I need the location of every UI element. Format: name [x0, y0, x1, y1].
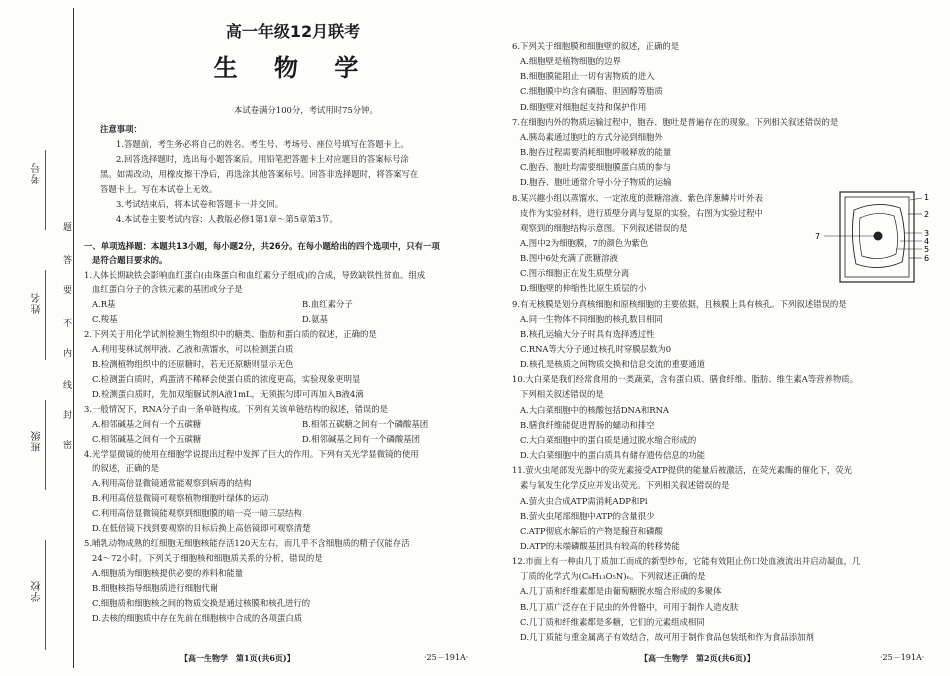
option: A.同一生物体不同细胞的核孔数目相同	[520, 313, 663, 324]
diagram-label: 2	[924, 210, 930, 219]
option: C.大白菜细胞中的蛋白质是通过脱水缩合形成的	[520, 434, 697, 445]
seal-char: 题	[61, 222, 71, 231]
notice-line: 3.考试结束后，将本试卷和答题卡一并交回。	[116, 199, 284, 209]
notice-line: 黑。如需改动，用橡皮擦干净后，再选涂其他答案标号。回答非选择题时，将答案写在	[100, 169, 419, 179]
question-text: 11.萤火虫尾部发光器中的荧光素接受ATP提供的能量后被激活，在荧光素酶的催化下，荧光	[512, 465, 853, 476]
option: A.利用斐林试剂甲液、乙液和蒸馏水，可以检测蛋白质	[92, 344, 294, 354]
question-text: 观察到的细胞结构示意图。下列叙述错误的是	[520, 222, 688, 233]
question-text: 丁质的化学式为(C₈H₁₃O₅N)ₙ。下列叙述正确的是	[520, 571, 706, 582]
exam-code: ·25－191A·	[424, 653, 469, 662]
option: D.去核的细胞质中存在先前在细胞核中合成的各项蛋白质	[92, 613, 303, 623]
question-text: 24～72小时。下列关于细胞核和细胞质关系的分析，错误的是	[92, 553, 323, 563]
seal-char: 封	[61, 410, 71, 419]
question-5: 5.哺乳动物成熟的红细胞无细胞核能存活120天左右，而几乎不含细胞质的精子仅能存活	[84, 538, 410, 548]
question-text: 下列相关叙述错误的是	[520, 389, 604, 400]
option: A.细胞壁是植物细胞的边界	[520, 56, 621, 67]
option: D.细胞壁对细胞起支持和保护作用	[520, 101, 647, 112]
xingming-label: 姓名	[32, 292, 43, 314]
question-text: 10.大白菜是我们经常食用的一类蔬菜，含有蛋白质、膳食纤维、脂肪、维生素A等营养物质。	[512, 374, 858, 385]
option: A.R基	[92, 299, 116, 309]
option: C.细胞膜中均含有磷脂、胆固醇等脂质	[520, 86, 663, 97]
question-3: 3.一般情况下，RNA分子由一条单链构成。下列有关该单链结构的叙述，错误的是	[84, 404, 389, 414]
xingming-fill-line	[45, 270, 46, 360]
option: B.胞吞过程需要消耗细胞呼吸释放的能量	[520, 147, 672, 158]
option: B.检测植物组织中的还原糖时，若无还原糖则显示无色	[92, 359, 294, 369]
option: D.在低倍镜下找到要观察的目标后换上高倍镜即可观察清楚	[92, 523, 311, 533]
xuexiao-label: 学校	[32, 580, 43, 602]
seal-char: 线	[61, 380, 71, 389]
seal-char: 答	[61, 255, 71, 264]
notice-line: 4.本试卷主要考试内容：人教版必修1第1章～第5章第3节。	[116, 214, 338, 224]
question-text: 12.市面上有一种由几丁质加工而成的新型纱布，它能有效阻止伤口处血液流出并启动凝血，几	[512, 556, 861, 567]
exam-code: ·25－191A·	[880, 653, 925, 662]
notice-line: 2.回答选择题时，选出每小题答案后，用铅笔把答题卡上对应题目的答案标号涂	[116, 154, 409, 164]
question-text: 素与氧发生化学反应并发出荧光。下列相关叙述错误的是	[520, 480, 730, 491]
banji-fill-line	[45, 400, 46, 490]
nucleus	[874, 232, 883, 241]
diagram-label: 1	[924, 193, 930, 202]
page-footer: 【高一生物学 第1页(共6页)】	[180, 653, 295, 663]
option: B.萤火虫尾部细胞中ATP的含量很少	[520, 510, 655, 521]
option: A.大白菜细胞中的核酸包括DNA和RNA	[520, 404, 669, 415]
option: C.图示细胞正在发生质壁分离	[520, 268, 630, 279]
diagram-label: 6	[924, 254, 930, 263]
section-header: 是符合题目要求的。	[92, 255, 168, 265]
subject-title: 生 物 学	[213, 54, 373, 82]
option: C.胞吞、胞吐均需要细胞膜蛋白质的参与	[520, 162, 672, 173]
seal-char: 不	[61, 318, 71, 327]
option: C.细胞质和细胞核之间的物质交换是通过核膜和核孔进行的	[92, 598, 311, 608]
notice-title: 注意事项：	[100, 124, 142, 134]
option: C.RNA等大分子通过核孔时穿膜层数为0	[520, 344, 672, 354]
cell-diagram	[812, 186, 932, 290]
option: D.氨基	[302, 314, 328, 324]
seal-char: 要	[61, 285, 71, 294]
option: A.萤火虫合成ATP需消耗ADP和Pi	[520, 495, 648, 506]
question-text: 7.在细胞内外的物质运输过程中，胞吞、胞吐是普遍存在的现象。下列相关叙述错误的是	[512, 116, 839, 127]
option: A.胰岛素通过胞吐的方式分泌到细胞外	[520, 131, 663, 142]
option: B.相邻五碳糖之间有一个磷酸基团	[302, 419, 429, 429]
margin-cut-line	[73, 8, 74, 668]
page-1	[84, 0, 502, 676]
option: B.细胞核指导细胞质进行细胞代谢	[92, 583, 219, 593]
section-header: 一、单项选择题：本题共13小题，每小题2分，共26分。在每小题给出的四个选项中，只有一项	[84, 241, 440, 251]
question-text: 的叙述，正确的是	[92, 463, 159, 473]
binding-margin	[0, 0, 78, 676]
diagram-label: 3	[924, 229, 930, 238]
option: D.相邻碱基之间有一个磷酸基团	[302, 434, 420, 444]
xuexiao-fill-line	[45, 540, 46, 650]
intro-text: 本试卷满分100分，考试用时75分钟。	[234, 105, 378, 115]
option: B.膳食纤维能促进胃肠的蠕动和排空	[520, 419, 655, 430]
option: C.ATP彻底水解后的产物是腺苷和磷酸	[520, 525, 663, 536]
diagram-label: 7	[815, 232, 821, 241]
option: A.相邻碱基之间有一个五碳糖	[92, 419, 202, 429]
option: C.检测蛋白质时，鸡蛋清不稀释会使蛋白质的浓度更高，实验现象更明显	[92, 374, 361, 384]
option: D.细胞壁的伸缩性比原生质层的小	[520, 283, 647, 294]
option: B.利用高倍显微镜可观察植物细胞叶绿体的运动	[92, 493, 269, 503]
notice-line: 答题卡上。写在本试卷上无效。	[100, 184, 218, 194]
kaohao-label: 考号	[32, 162, 43, 184]
option: C.利用高倍显微镜能观察到细胞膜的暗一亮一暗三层结构	[92, 508, 302, 518]
question-2: 2.下列关于用化学试剂检测生物组织中的糖类、脂肪和蛋白质的叙述，正确的是	[84, 329, 377, 339]
question-text: 9.有无核膜是划分真核细胞和原核细胞的主要依据，且核膜上具有核孔。下列叙述错误的是	[512, 298, 847, 309]
option: B.几丁质广泛存在于昆虫的外骨骼中，可用于制作人造皮肤	[520, 601, 739, 612]
option: B.血红素分子	[302, 299, 353, 309]
notice-line: 1.答题前，考生务必将自己的姓名、考生号、考场号、座位号填写在答题卡上。	[116, 139, 409, 149]
option: A.利用高倍显微镜通常能观察到病毒的结构	[92, 478, 252, 488]
question-text: 8.某兴趣小组以蒸馏水、一定浓度的蔗糖溶液、紫色洋葱鳞片叶外表	[512, 192, 763, 203]
kaohao-fill-line	[45, 150, 46, 230]
question-text: 血红蛋白分子的含铁元素的基团或分子是	[92, 284, 243, 294]
question-1: 1.人体长期缺铁会影响血红蛋白(由珠蛋白和血红素分子组成)的合成，导致缺铁性贫血。组成	[84, 270, 426, 280]
option: C.羧基	[92, 314, 118, 324]
option: B.核孔运输大分子时具有选择透过性	[520, 328, 655, 339]
question-text: 皮作为实验材料，进行质壁分离与复原的实验，右图为实验过程中	[520, 207, 763, 218]
page-2	[512, 0, 940, 676]
question-4: 4.光学显微镜的使用在细胞学说提出过程中发挥了巨大的作用。下列有关光学显微镜的使用	[84, 449, 419, 459]
option: D.几丁质能与重金属离子有效结合，故可用于制作食品包装纸和作为食品添加剂	[520, 631, 814, 642]
option: A.图中2为细胞膜，7的颜色为紫色	[520, 237, 649, 248]
diagram-label: 5	[924, 245, 930, 254]
question-text: 6.下列关于细胞膜和细胞壁的叙述，正确的是	[512, 41, 680, 51]
option: C.相邻碱基之间有一个五碳糖	[92, 434, 202, 444]
exam-title: 高一年级12月联考	[225, 22, 361, 41]
option: A.几丁质和纤维素都是由葡萄糖脱水缩合形成的多聚体	[520, 586, 722, 597]
page-footer: 【高一生物学 第2页(共6页)】	[640, 653, 755, 663]
option: D.ATP的末端磷酸基团具有较高的转移势能	[520, 540, 680, 551]
banji-label: 班级	[32, 430, 43, 452]
option: C.几丁质和纤维素都是多糖，它们的元素组成相同	[520, 616, 705, 627]
diagram-label: 4	[924, 237, 930, 246]
option: D.核孔是核质之间物质交换和信息交流的重要通道	[520, 359, 705, 370]
seal-char: 密	[61, 440, 71, 449]
seal-char: 内	[61, 348, 71, 357]
option: D.胞吞、胞吐通常介导小分子物质的运输	[520, 177, 672, 188]
option: D.大白菜细胞中的蛋白质具有储存遗传信息的功能	[520, 450, 705, 461]
option: A.细胞质为细胞核提供必要的养料和能量	[92, 568, 244, 578]
option: B.细胞膜能阻止一切有害物质的进入	[520, 71, 655, 82]
option: B.图中6处充满了蔗糖溶液	[520, 253, 618, 264]
option: D.检测蛋白质时，先加双缩脲试剂A液1mL，无须振匀即可再加入B液4滴	[92, 389, 364, 399]
